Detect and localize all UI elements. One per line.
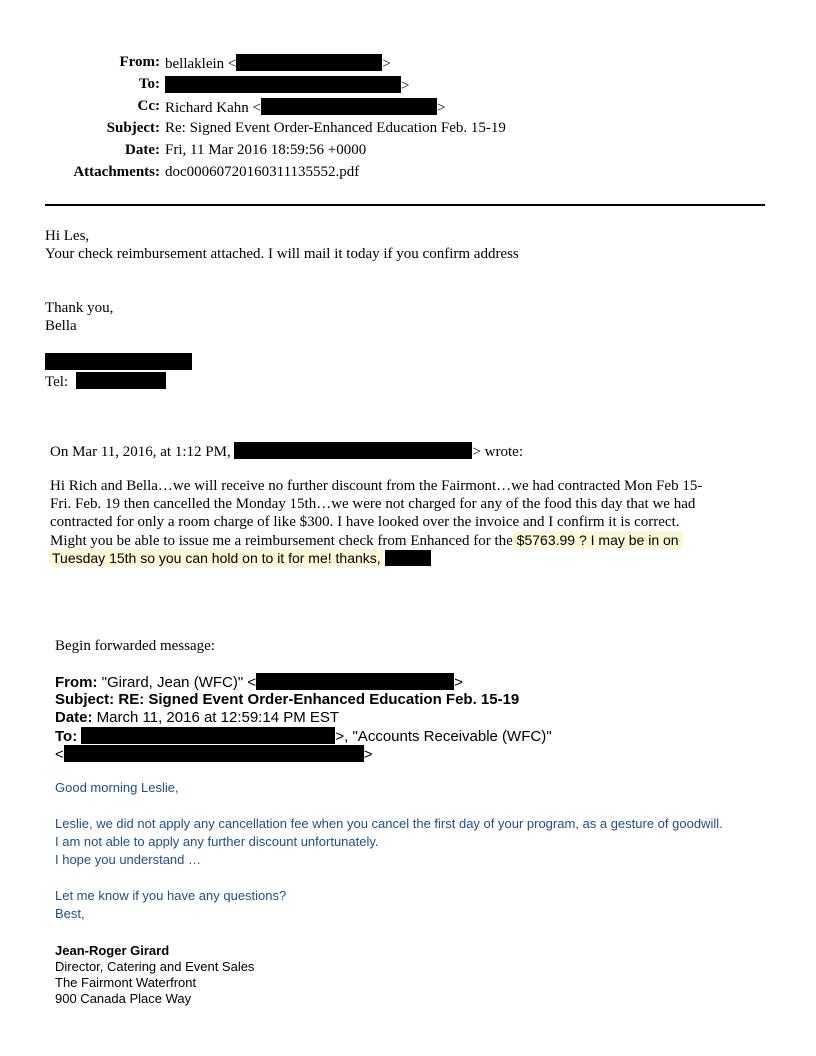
highlighted-text: Tuesday 15th so you can hold on to it for me! thanks,	[52, 550, 381, 566]
header-date-row	[0, 142, 816, 162]
body-greeting: Good morning Leslie,	[55, 780, 179, 795]
header-subject-row	[0, 120, 816, 140]
body-line: I am not able to apply any further discount unfortunately.	[55, 834, 379, 849]
attachment-link[interactable]: doc00060720160311135552.pdf	[165, 164, 360, 180]
quoted-line: Fri. Feb. 19 then cancelled the Monday 15th…we were not charged for any of the food this day that we had	[50, 496, 696, 512]
reply-line: Your check reimbursement attached. I will mail it today if you confirm address	[45, 246, 519, 262]
fwd-from-row: From: "Girard, Jean (WFC)" < >	[55, 674, 463, 691]
date-value: Fri, 11 Mar 2016 18:59:56 +0000	[165, 142, 367, 158]
to-value: >	[165, 76, 409, 95]
redaction-block	[165, 76, 401, 93]
attachments-label: Attachments:	[73, 164, 160, 180]
redaction-block	[261, 98, 437, 115]
from-label: From:	[119, 54, 160, 70]
reply-thanks: Thank you,	[45, 300, 114, 316]
date-label: Date:	[125, 142, 160, 158]
quoted-line: Hi Rich and Bella…we will receive no further discount from the Fairmont…we had contracted Mon Feb 15-	[50, 478, 703, 494]
fwd-subject-row: Subject: RE: Signed Event Order-Enhanced Education Feb. 15-19	[55, 691, 520, 708]
highlighted-amount: $5763.99 ? I may be in on	[513, 531, 683, 549]
quoted-intro: On Mar 11, 2016, at 1:12 PM, > wrote:	[50, 444, 523, 460]
cc-value: Richard Kahn < >	[165, 100, 446, 116]
reply-name: Bella	[45, 318, 77, 334]
redaction-block	[236, 54, 382, 71]
body-line: I hope you understand …	[55, 852, 201, 867]
subject-label: Subject:	[106, 120, 160, 136]
redaction-block	[76, 372, 166, 389]
header-cc-row	[0, 98, 816, 118]
header-from-row	[0, 54, 816, 74]
fwd-to-row-cont: < >	[55, 746, 373, 763]
quoted-line: Might you be able to issue me a reimbursement check from Enhanced for the $5763.99 ? I may be in on	[50, 532, 683, 550]
signature-title: Director, Catering and Event Sales	[55, 959, 255, 974]
signature-name: Jean-Roger Girard	[55, 943, 170, 958]
signature-company: The Fairmont Waterfront	[55, 975, 197, 990]
header-divider	[45, 204, 765, 206]
fwd-date-row: Date: March 11, 2016 at 12:59:14 PM EST	[55, 709, 340, 726]
fwd-to-row: To: >, "Accounts Receivable (WFC)"	[55, 728, 552, 745]
redaction-block	[234, 442, 472, 459]
body-line: Leslie, we did not apply any cancellation fee when you cancel the first day of your program, as a gesture of goodwill.	[55, 816, 723, 831]
redaction-block	[385, 550, 431, 566]
body-line: Best,	[55, 906, 85, 921]
to-label: To:	[138, 76, 160, 92]
body-line: Let me know if you have any questions?	[55, 888, 287, 903]
reply-greeting: Hi Les,	[45, 228, 90, 244]
header-attachments-row	[0, 164, 816, 184]
redaction-block	[64, 745, 364, 762]
quoted-line	[50, 550, 431, 568]
redaction-block	[81, 727, 335, 744]
redaction-block	[45, 353, 192, 370]
subject-value: Re: Signed Event Order-Enhanced Education Feb. 15-19	[165, 120, 506, 136]
redaction-block	[256, 673, 454, 690]
signature-address: 900 Canada Place Way	[55, 991, 192, 1006]
header-to-row	[0, 76, 816, 96]
cc-label: Cc:	[137, 98, 160, 114]
begin-forwarded: Begin forwarded message:	[55, 638, 215, 654]
quoted-line: contracted for only a room charge of like $300. I have looked over the invoice and I confirm it is correct.	[50, 514, 680, 530]
reply-tel: Tel:	[45, 372, 166, 391]
from-value: bellaklein < >	[165, 56, 391, 72]
